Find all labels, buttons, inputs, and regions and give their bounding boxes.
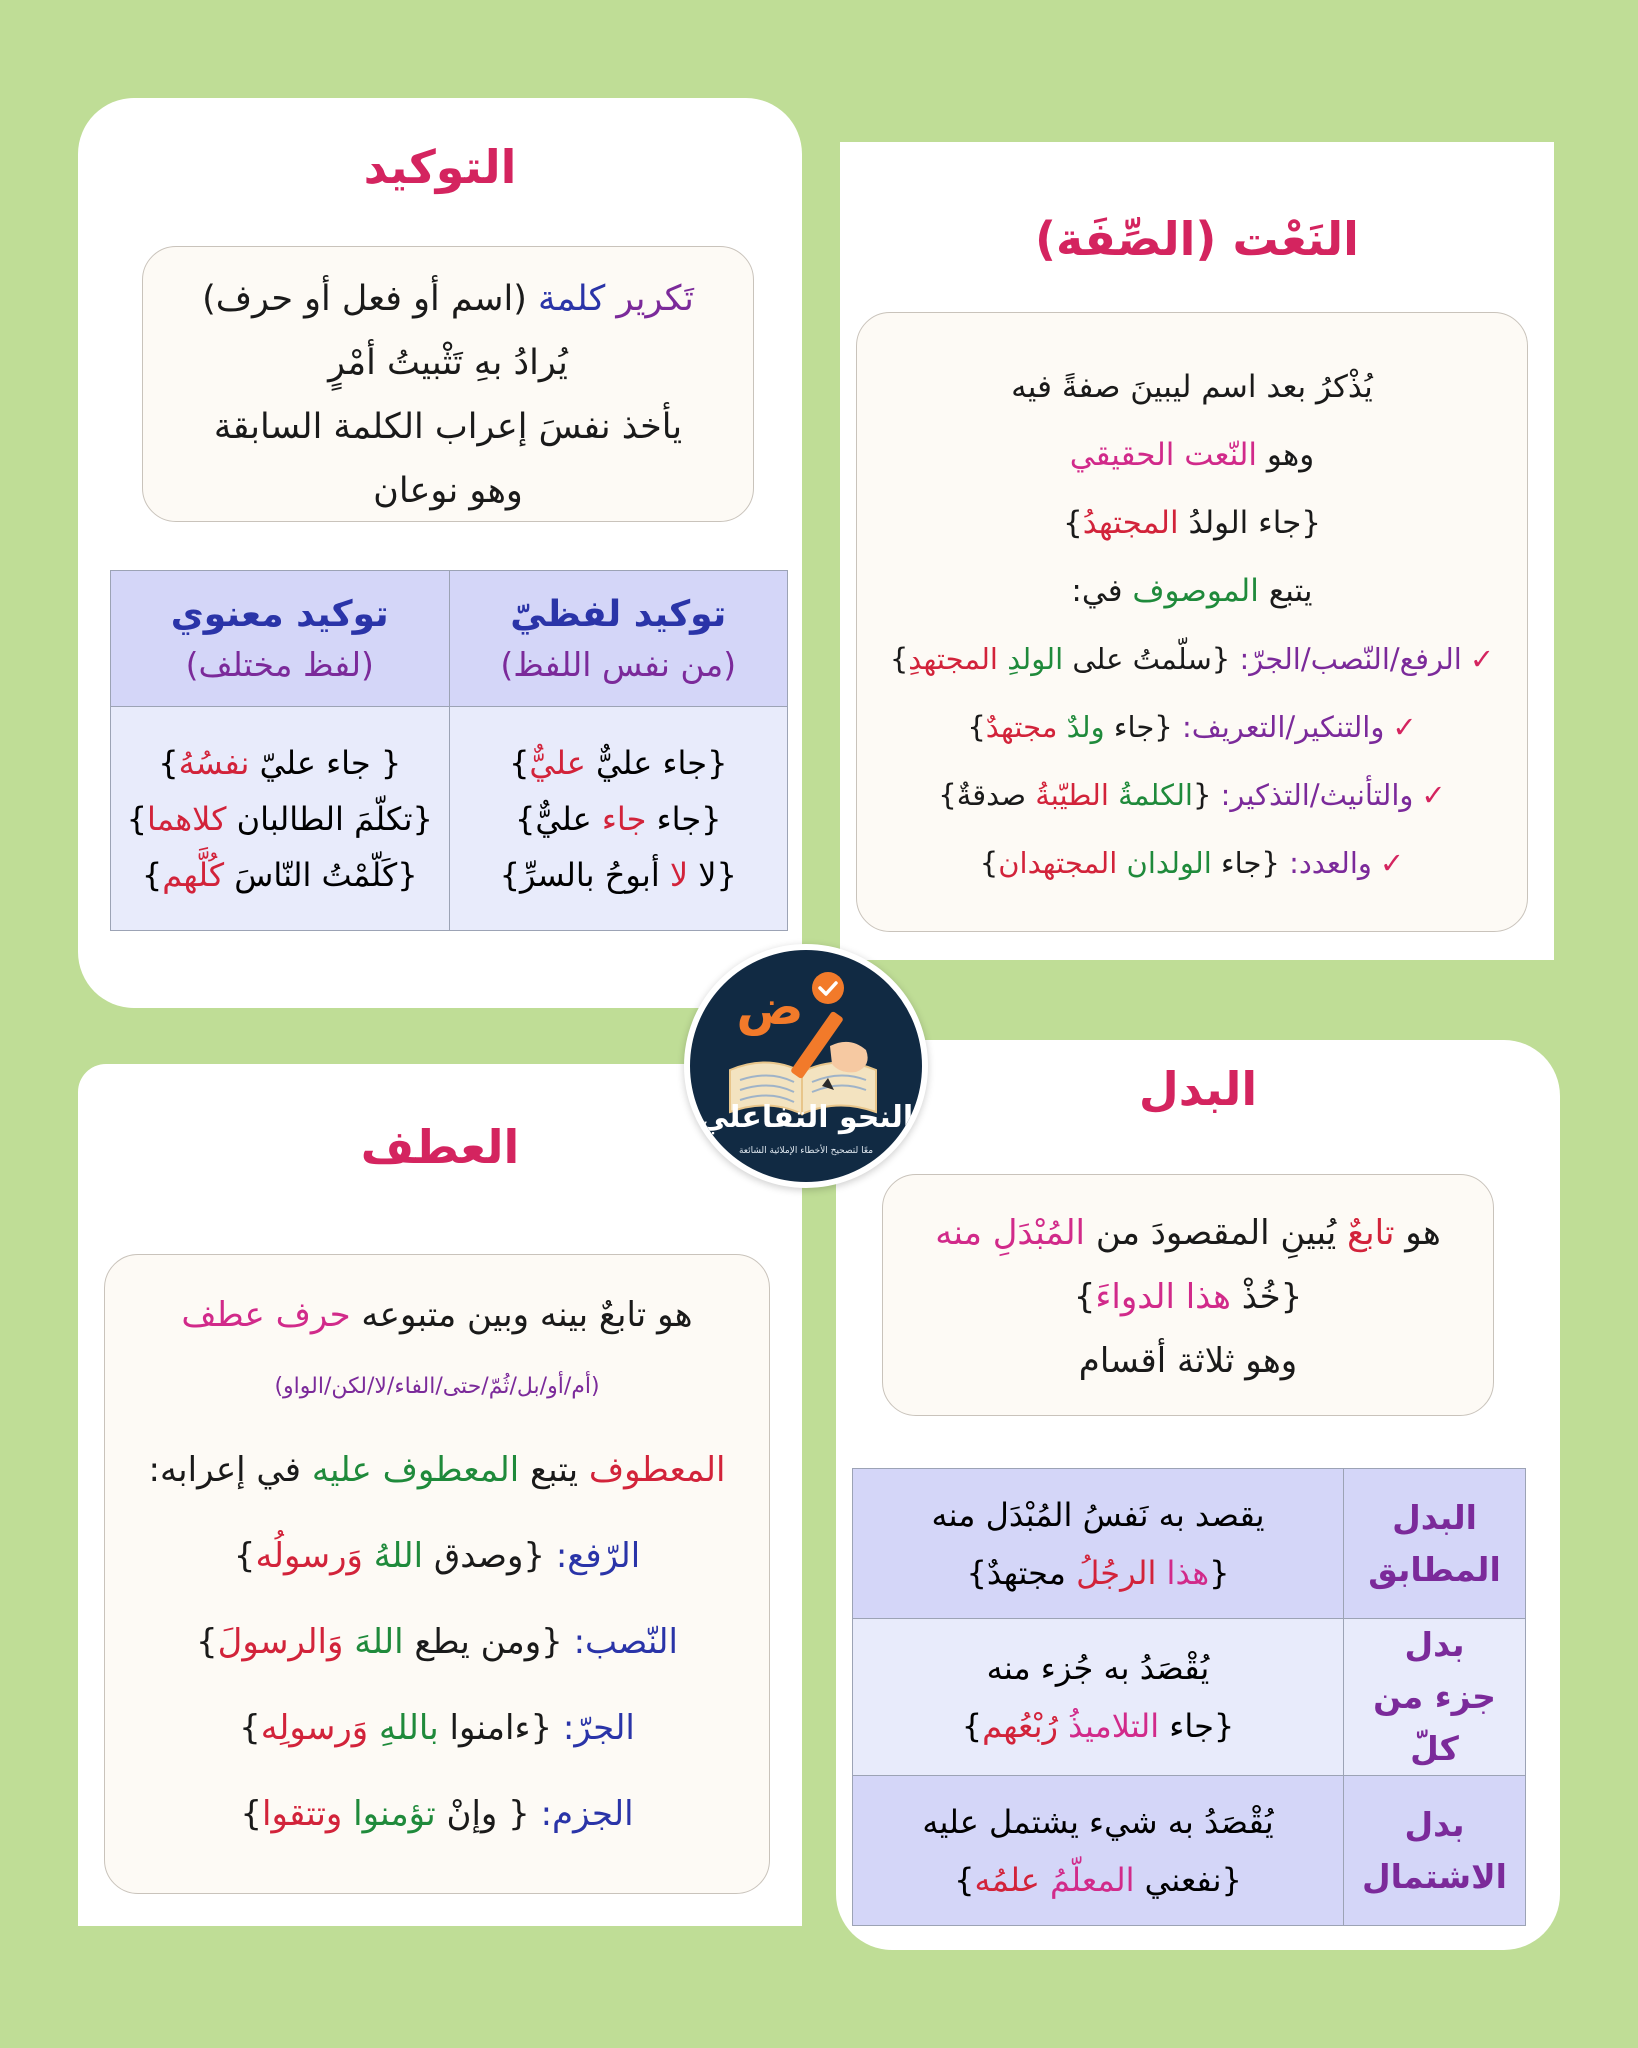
tawkid-col2-header xyxy=(111,571,450,707)
text: الولدان xyxy=(1126,846,1212,880)
tawkid-table-body-row xyxy=(111,707,788,931)
text: {جاء xyxy=(1169,1707,1235,1745)
tawkid-col1-example-3 xyxy=(450,847,788,903)
text: في إعرابه: xyxy=(148,1450,301,1490)
text: باللهِ xyxy=(379,1708,439,1748)
naat-item-2 xyxy=(857,693,1527,761)
atf-line-3 xyxy=(105,1427,769,1513)
text: كُلَّهم xyxy=(162,855,225,894)
text: } xyxy=(1062,505,1083,541)
badal-line-3: وهو ثلاثة أقسام xyxy=(1078,1341,1298,1381)
text: الكلمةُ xyxy=(1118,778,1193,812)
text: يقصد به نَفسُ المُبْدَل منه xyxy=(931,1495,1265,1534)
tawkid-col1-example-2 xyxy=(450,791,788,847)
text: المعطوف xyxy=(588,1450,726,1490)
badal-line-2 xyxy=(883,1265,1493,1329)
text: مجتهدٌ} xyxy=(966,1553,1066,1592)
text: والعدد: xyxy=(1289,846,1372,880)
text: وَرسولُه xyxy=(255,1536,363,1576)
atf-nasb xyxy=(105,1599,769,1685)
atf-raf xyxy=(105,1513,769,1599)
text: } xyxy=(954,1860,975,1899)
tawkid-col2-example-3 xyxy=(111,847,449,903)
logo-tagline: معًا لتصحيح الأخطاء الإملائية الشائعة xyxy=(738,1146,874,1156)
text: المعطوف عليه xyxy=(311,1450,520,1490)
text: الولدِ xyxy=(1007,642,1064,676)
text: والتنكير/التعريف: xyxy=(1181,710,1385,744)
text: { xyxy=(1192,778,1212,812)
badal-definition-box xyxy=(882,1174,1494,1416)
atf-jarr xyxy=(105,1685,769,1771)
naat-line-2 xyxy=(857,421,1527,489)
text: تابعٌ xyxy=(1347,1213,1395,1253)
text: } xyxy=(961,1707,983,1745)
text: حرف عطف xyxy=(181,1295,351,1335)
text: } xyxy=(233,1536,256,1576)
badal-row-1 xyxy=(853,1469,1526,1619)
text: صدقةٌ} xyxy=(938,778,1026,812)
tawkid-def-line-2: يُرادُ بهِ تَثْبيتُ أمْرٍ xyxy=(328,343,568,383)
text: بدل xyxy=(1404,1804,1465,1844)
text: {جاء xyxy=(1221,846,1280,880)
text: تؤمنوا xyxy=(353,1794,436,1834)
text: النّصب: xyxy=(573,1622,678,1662)
text: يُقْصَدُ به شيء يشتمل عليه xyxy=(922,1802,1274,1841)
text: الرفع/النّصب/الجرّ: xyxy=(1239,642,1462,676)
text: يتبع xyxy=(1268,573,1313,609)
tawkid-def-line-3: يأخذ نفسَ إعراب الكلمة السابقة xyxy=(213,407,683,447)
naat-title: النَعْت (الصِّفَة) xyxy=(1035,212,1359,266)
text: } xyxy=(158,743,179,782)
tawkid-col2-sub: (لفظ مختلف) xyxy=(185,644,374,684)
badal-row-1-body xyxy=(853,1469,1344,1619)
text: البدل xyxy=(1392,1497,1477,1537)
tawkid-def-prefix: تَكرير xyxy=(616,279,694,319)
atf-jazm xyxy=(105,1771,769,1857)
atf-definition-box xyxy=(104,1254,770,1894)
text: المجتهدِ xyxy=(908,642,998,676)
text: {كَلّمْتُ النّاسَ xyxy=(234,855,418,894)
text: {وصدق xyxy=(433,1536,545,1576)
text: } xyxy=(889,642,909,676)
naat-card xyxy=(840,142,1554,960)
atf-title: العطف xyxy=(360,1120,520,1174)
text: {جاء الولدُ xyxy=(1188,505,1322,541)
tawkid-def-line-1 xyxy=(143,267,753,331)
tawkid-card xyxy=(78,98,802,1008)
brand-logo xyxy=(684,944,928,1188)
tawkid-definition-box xyxy=(142,246,754,522)
naat-line-3 xyxy=(857,489,1527,557)
badal-row-1-head xyxy=(1344,1469,1526,1619)
naat-item-4 xyxy=(857,829,1527,897)
text: الطيّبةُ xyxy=(1035,778,1109,812)
text: لا xyxy=(669,855,689,894)
text: المعلّمُ xyxy=(1050,1860,1135,1899)
text: هو تابعٌ بينه وبين متبوعه xyxy=(361,1295,693,1335)
badal-line-1 xyxy=(883,1201,1493,1265)
check-icon: ✓ xyxy=(1421,778,1446,812)
logo-letter: ض xyxy=(736,978,804,1036)
text: {ومن يطع xyxy=(414,1622,563,1662)
text: اللهُ xyxy=(373,1536,424,1576)
text: عليٌّ xyxy=(529,743,586,782)
atf-letters: (أم/أو/بل/ثُمّ/حتى/الفاء/لا/لكن/الواو) xyxy=(274,1374,600,1399)
text: } xyxy=(196,1622,218,1662)
text: {تكلّمَ الطالبان xyxy=(236,799,433,838)
text: } xyxy=(240,1794,262,1834)
text: بدل xyxy=(1404,1625,1465,1664)
tawkid-col2-example-1 xyxy=(111,735,449,791)
text: } xyxy=(979,846,999,880)
text: يتبع xyxy=(530,1450,579,1490)
text: وتتقوا xyxy=(262,1794,343,1834)
text: جزء من كلّ xyxy=(1373,1677,1496,1768)
tawkid-title: التوكيد xyxy=(363,140,517,194)
text: } xyxy=(967,710,986,744)
tawkid-col2-examples xyxy=(111,707,450,931)
text: والتأنيث/التذكير: xyxy=(1220,778,1414,812)
text: الاشتمال xyxy=(1362,1856,1507,1896)
text: } xyxy=(1073,1277,1096,1317)
badal-types-table xyxy=(852,1468,1526,1926)
check-icon: ✓ xyxy=(1469,642,1495,676)
text: {سلّمتُ على xyxy=(1072,642,1231,676)
naat-line-1: يُذْكرُ بعد اسم ليبينَ صفةً فيه xyxy=(1011,369,1373,405)
tawkid-table-header-row xyxy=(111,571,788,707)
badal-row-2-body xyxy=(853,1619,1344,1776)
text: } xyxy=(141,855,163,894)
badal-row-3-body xyxy=(853,1776,1344,1926)
naat-item-3 xyxy=(857,761,1527,829)
text: مجتهدٌ xyxy=(985,710,1058,744)
tawkid-col2-example-2 xyxy=(111,791,449,847)
text: { وإنْ xyxy=(446,1794,530,1834)
text: الرّفع: xyxy=(555,1536,641,1576)
text: النّعت الحقيقي xyxy=(1069,437,1258,473)
tawkid-col2-title: توكيد معنوي xyxy=(170,593,389,635)
badal-row-3-head xyxy=(1344,1776,1526,1926)
text: في: xyxy=(1071,573,1123,609)
text: عليٌّ} xyxy=(514,799,592,838)
text: نفسُهُ xyxy=(178,743,250,782)
tawkid-col1-sub: (من نفس اللفظ) xyxy=(500,644,737,684)
tawkid-col1-examples xyxy=(449,707,788,931)
badal-row-3 xyxy=(853,1776,1526,1926)
tawkid-def-rest: (اسم أو فعل أو حرف) xyxy=(202,279,527,319)
text: } xyxy=(239,1708,261,1748)
text: وَرسولِه xyxy=(260,1708,369,1748)
text: هذا xyxy=(1166,1553,1210,1592)
naat-item-1 xyxy=(857,625,1527,693)
text: {خُذْ xyxy=(1241,1277,1303,1317)
text: هذا الدواءَ xyxy=(1095,1277,1231,1317)
text: الجرّ: xyxy=(562,1708,635,1748)
text: {لا xyxy=(698,855,737,894)
text: } xyxy=(509,743,530,782)
text: {ءامنوا xyxy=(449,1708,553,1748)
text: أبوحُ بالسرِّ} xyxy=(499,855,660,894)
text: المجتهدُ xyxy=(1082,505,1179,541)
text: المطابق xyxy=(1368,1549,1501,1589)
tawkid-def-line-4: وهو نوعان xyxy=(373,471,523,511)
badal-title: البدل xyxy=(1138,1062,1258,1116)
badal-card xyxy=(836,1040,1560,1950)
atf-line-1 xyxy=(105,1283,769,1347)
text: الموصوف xyxy=(1132,573,1259,609)
text: المجتهدان xyxy=(998,846,1118,880)
check-icon: ✓ xyxy=(1392,710,1417,744)
text: وهو xyxy=(1266,437,1315,473)
text: وَالرسولَ xyxy=(217,1622,344,1662)
tawkid-types-table xyxy=(110,570,788,931)
text: كلاهما xyxy=(146,799,227,838)
atf-card xyxy=(78,1064,802,1926)
text: اللهَ xyxy=(354,1622,404,1662)
text: يُبينِ المقصودَ من xyxy=(1095,1213,1337,1253)
tawkid-col1-header xyxy=(449,571,788,707)
text: المُبْدَلِ منه xyxy=(935,1213,1085,1253)
text: {جاء xyxy=(1113,710,1173,744)
text: التلاميذُ xyxy=(1068,1707,1160,1745)
text: جاء xyxy=(601,799,647,838)
text: هو xyxy=(1405,1213,1441,1253)
text: { جاء عليّ xyxy=(259,743,402,782)
badal-row-2 xyxy=(853,1619,1526,1776)
check-icon: ✓ xyxy=(1379,846,1405,880)
text: { xyxy=(1209,1553,1230,1592)
text: علمُه xyxy=(974,1860,1040,1899)
text: {جاء عليٌّ xyxy=(595,743,728,782)
tawkid-def-word: كلمة xyxy=(538,279,606,319)
text: ولدٌ xyxy=(1066,710,1105,744)
tawkid-col1-title: توكيد لفظيّ xyxy=(510,593,727,635)
text: يُقْصَدُ به جُزء منه xyxy=(986,1649,1210,1687)
text: الرجُلُ xyxy=(1076,1553,1157,1592)
badal-row-2-head xyxy=(1344,1619,1526,1776)
logo-name: النحو التفاعلي xyxy=(698,1100,914,1135)
naat-definition-box xyxy=(856,312,1528,932)
text: {نفعني xyxy=(1144,1860,1242,1899)
tawkid-col1-example-1 xyxy=(450,735,788,791)
text: رُبْعُهم xyxy=(982,1707,1058,1745)
text: } xyxy=(126,799,147,838)
text: الجزم: xyxy=(540,1794,634,1834)
text: {جاء xyxy=(656,799,722,838)
naat-line-4 xyxy=(857,557,1527,625)
